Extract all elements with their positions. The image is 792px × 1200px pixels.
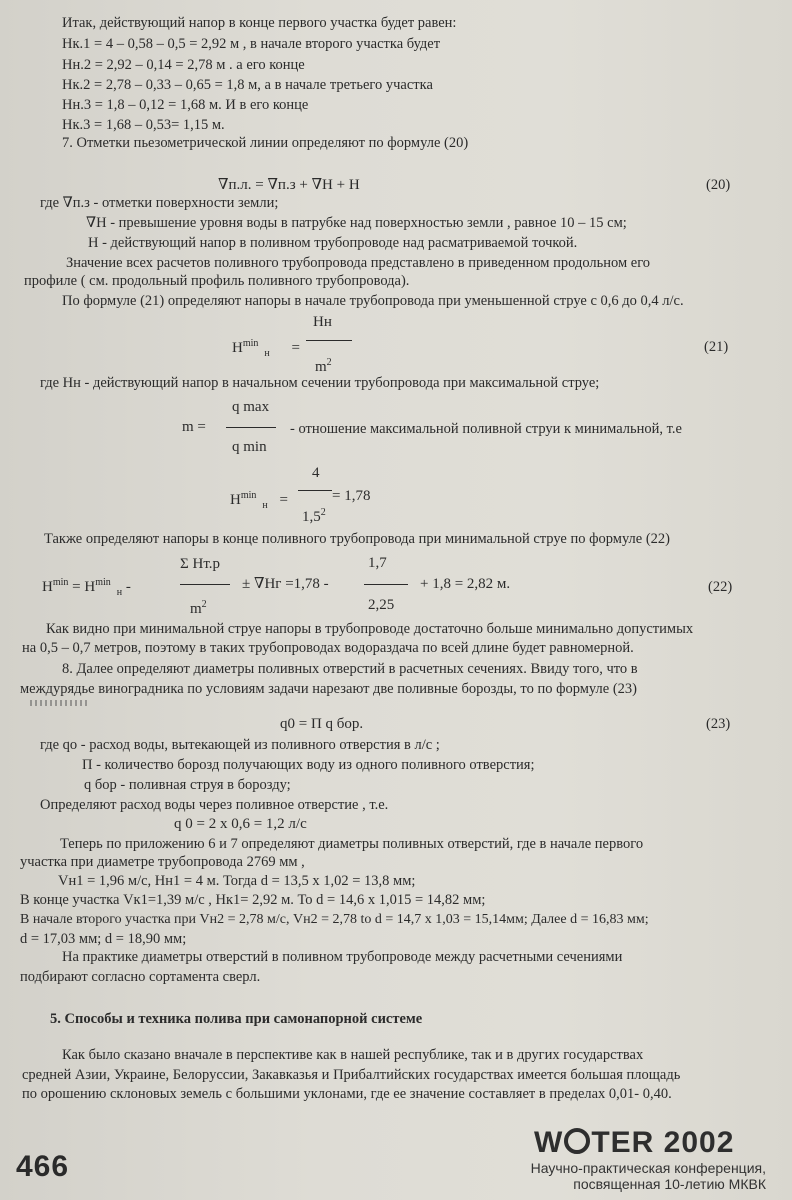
fraction-numerator: Σ Hт.р	[180, 556, 220, 572]
fraction-numerator: Hн	[313, 314, 332, 330]
text-line: Значение всех расчетов поливного трубопровода представлено в приведенном продольном его	[66, 255, 651, 271]
text-line: По формуле (21) определяют напоры в начале трубопровода при уменьшенной струе с 0,6 до 0,4 л/с.	[62, 293, 684, 309]
text-line: Нк.1 = 4 – 0,58 – 0,5 = 2,92 м , в начале второго участка будет	[62, 36, 441, 52]
fraction-numerator: q max	[232, 399, 270, 415]
conference-title: Научно-практическая конференция,	[530, 1160, 766, 1176]
text-line: где ∇п.з - отметки поверхности земли;	[40, 195, 279, 211]
text-line: по орошению склоновых земель с большими уклонами, где ее значение составляет в пределах 0,01- 0,40.	[22, 1086, 672, 1102]
text-line: Нк.2 = 2,78 – 0,33 – 0,65 = 1,8 м, а в начале третьего участка	[62, 77, 433, 93]
water-2002-logo: W TER 2002	[534, 1126, 735, 1159]
text-line: - отношение максимальной поливной струи к минимальной, т.е	[290, 421, 682, 437]
fraction-numerator: 1,7	[368, 555, 387, 571]
text-line: на 0,5 – 0,7 метров, поэтому в таких трубопроводах водораздача по всей длине будет равномерной.	[22, 640, 634, 656]
text-line: q бор - поливная струя в борозду;	[84, 777, 291, 793]
fraction-numerator: 4	[312, 465, 320, 481]
text-line: Н - действующий напор в поливном трубопроводе над расматриваемой точкой.	[88, 235, 578, 251]
formula-q0: q 0 = 2 x 0,6 = 1,2 л/с	[174, 816, 307, 832]
text-line: Нн.3 = 1,8 – 0,12 = 1,68 м. И в его конце	[62, 97, 309, 113]
text-line: d = 17,03 мм; d = 18,90 мм;	[20, 931, 187, 947]
text-line: ∇H - превышение уровня воды в патрубке над поверхностью земли , равное 10 – 15 см;	[86, 215, 627, 231]
text-line: где qo - расход воды, вытекающей из поливного отверстия в л/с ;	[40, 737, 440, 753]
text-line: Определяют расход воды через поливное отверстие , т.е.	[40, 797, 389, 813]
text-line: подбирают согласно сортамента сверл.	[20, 969, 261, 985]
text-line: Также определяют напоры в конце поливного трубопровода при минимальной струе по формуле (22)	[44, 531, 671, 547]
text-line: В конце участка Vк1=1,39 м/с , Нк1= 2,92 м. То d = 14,6 x 1,015 = 14,82 мм;	[20, 892, 486, 908]
journal-page: Итак, действующий напор в конце первого участка будет равен: Нк.1 = 4 – 0,58 – 0,5 = 2,92 м , в начале второго участка будет Нн.2 = 2,92 – 0,14 = 2,78 м . а его конце Нк.2 = 2,78 – 0,33 – 0,65 = 1,8 м, а в начале третьего участка Нн.3 = 1,8 – 0,12 = 1,68 м. И в его конце Нк.3 = 1,68 – 0,53= 1,15 м. 7. Отметки пьезометрической линии определяют по формуле (20) ∇п.л. = ∇п.з + ∇H + H (20) где ∇п.з - отметки поверхности земли; ∇H - превышение уровня воды в патрубке над поверхностью земли , равное 10 – 15 см; Н - действующий напор в поливном трубопроводе над расматриваемой точкой. Значение всех расчетов поливного трубопровода представлено в приведенном продольном его профиле ( см. продольный профиль поливного трубопровода). По формуле (21) определяют напоры в начале трубопровода при уменьшенной струе с 0,6 до 0,4 л/с. $H^{min}_н$ = Hн $m^2$ (21) где Нн - действующий напор в начальном сечении трубопровода при максимальной струе; m = q max q min - отношение максимальной поливной струи к минимальной, т.е $H^{min}_н$ = 4 $1,5^2$ = 1,78 Также определяют напоры в конце поливного трубопровода при минимальной струе по формуле (22) $H^{min} = H^{min}_н$ - Σ Hт.р $m^2$ ± ∇Hг =1,78 - 1,7 2,25 + 1,8 = 2,82 м. (22) Как видно при минимальной струе напоры в трубопроводе достаточно больше минимально допустимых на 0,5 – 0,7 метров, поэтому в таких трубопроводах водораздача по всей длине будет равномерной. 8. Далее определяют диаметры поливных отверстий в расчетных сечениях. Ввиду того, что в междурядье виноградника по условиям задачи нарезают две поливные борозды, то по формуле (23) q0 = П q бор. (23) где qo - расход воды, вытекающей из поливного отверстия в л/с ; П - количество борозд получающих воду из одного поливного отверстия; q бор - поливная струя в борозду; Определяют расход воды через поливное отверстие , т.е. q 0 = 2 x 0,6 = 1,2 л/с Теперь по приложению 6 и 7 определяют диаметры поливных отверстий, где в начале первого участка при диаметре трубопровода 2769 мм , Vн1 = 1,96 м/с, Нн1 = 4 м. Тогда d = 13,5 x 1,02 = 13,8 мм; В конце участка Vк1=1,39 м/с , Нк1= 2,92 м. То d = 14,6 x 1,015 = 14,82 мм; В начале второго участка при Vн2 = 2,78 м/с, Vн2 = 2,78 to d = 14,7 x 1,03 = 15,14мм; Далее d = 16,83 мм; d = 17,03 мм; d = 18,90 мм; На практике диаметры отверстий в поливном трубопроводе между расчетными сечениями подбирают согласно сортамента сверл. 5. Способы и техника полива при самонапорной системе Как было сказано вначале в перспективе как в нашей республике, так и в других государствах средней Азии, Украине, Белоруссии, Закавказья и Прибалтийских государствах имеется большая площадь по орошению склоновых земель с большими уклонами, где ее значение составляет в пределах 0,01- 0,40. 466 W TER 2002 Научно-практическая конференция, посвященная 10-летию МКВК	[0, 0, 792, 1200]
ink-smudge	[30, 700, 90, 706]
formula-23: q0 = П q бор.	[280, 716, 364, 732]
fraction-denominator: q min	[232, 439, 267, 455]
water-drop-icon	[564, 1128, 590, 1154]
text-line: средней Азии, Украине, Белоруссии, Закавказья и Прибалтийских государствах имеется большая площадь	[22, 1067, 681, 1083]
text-line: участка при диаметре трубопровода 2769 мм ,	[20, 854, 305, 870]
text-line: Vн1 = 1,96 м/с, Нн1 = 4 м. Тогда d = 13,5 x 1,02 = 13,8 мм;	[58, 873, 416, 889]
text-line: Теперь по приложению 6 и 7 определяют диаметры поливных отверстий, где в начале первого	[60, 836, 644, 852]
page-number: 466	[16, 1150, 70, 1183]
equation-number: (21)	[704, 339, 729, 355]
fraction-denominator: $1,5^2$	[302, 507, 326, 525]
text-line: междурядье виноградника по условиям задачи нарезают две поливные борозды, то по формуле (23)	[20, 681, 638, 697]
fraction-bar	[364, 584, 408, 585]
fraction-denominator: $m^2$	[315, 357, 332, 375]
fraction-bar	[306, 340, 352, 341]
text-line: Нн.2 = 2,92 – 0,14 = 2,78 м . а его конце	[62, 57, 305, 73]
text-line: 7. Отметки пьезометрической линии определяют по формуле (20)	[62, 135, 469, 151]
equation-number: (20)	[706, 177, 731, 193]
equation-number: (23)	[706, 716, 731, 732]
fraction-bar	[298, 490, 332, 491]
text-line: На практике диаметры отверстий в поливном трубопроводе между расчетными сечениями	[62, 949, 623, 965]
text-line: П - количество борозд получающих воду из одного поливного отверстия;	[82, 757, 535, 773]
formula-20: ∇п.л. = ∇п.з + ∇H + H	[218, 177, 360, 193]
text-line: Как видно при минимальной струе напоры в трубопроводе достаточно больше минимально допустимых	[46, 621, 694, 637]
fraction-bar	[226, 427, 276, 428]
fraction-denominator: $m^2$	[190, 599, 207, 617]
text-line: В начале второго участка при Vн2 = 2,78 м/с, Vн2 = 2,78 to d = 14,7 x 1,03 = 15,14мм; Далее d = 16,83 мм;	[20, 912, 649, 927]
text-line: Нк.3 = 1,68 – 0,53= 1,15 м.	[62, 117, 225, 133]
text-line: профиле ( см. продольный профиль поливного трубопровода).	[24, 273, 410, 289]
conference-subtitle: посвященная 10-летию МКВК	[573, 1176, 766, 1192]
text-line: где Нн - действующий напор в начальном сечении трубопровода при максимальной струе;	[40, 375, 600, 391]
fraction-denominator: 2,25	[368, 597, 395, 613]
equation-number: (22)	[708, 579, 733, 595]
text-line: 8. Далее определяют диаметры поливных отверстий в расчетных сечениях. Ввиду того, что в	[62, 661, 638, 677]
section-heading: 5. Способы и техника полива при самонапорной системе	[50, 1011, 423, 1027]
text-line: Как было сказано вначале в перспективе как в нашей республике, так и в других государствах	[62, 1047, 644, 1063]
fraction-bar	[180, 584, 230, 585]
text-line: Итак, действующий напор в конце первого участка будет равен:	[62, 15, 457, 31]
